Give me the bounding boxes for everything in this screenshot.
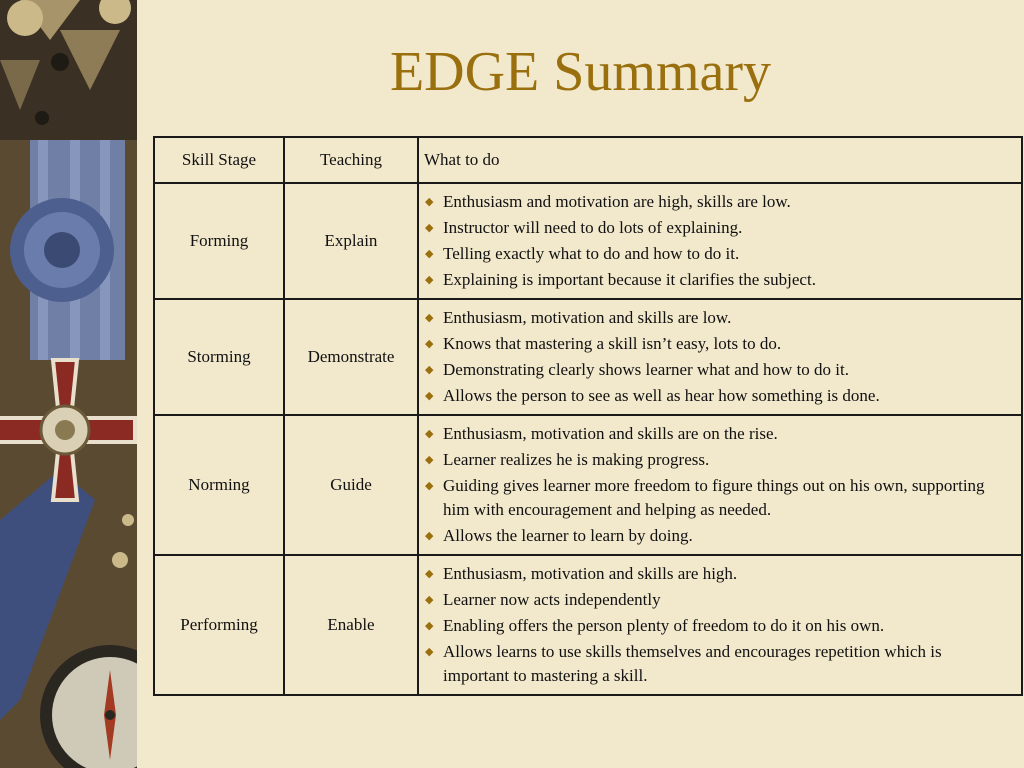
cell-skill-stage: Performing — [154, 555, 284, 695]
bullet-item — [425, 640, 1011, 688]
cell-teaching: Explain — [284, 183, 418, 299]
table-row — [154, 555, 1022, 695]
diamond-bullet-icon: ◆ — [425, 363, 434, 376]
bullet-text: Enthusiasm, motivation and skills are on the rise. — [443, 424, 778, 443]
bullet-text: Telling exactly what to do and how to do it. — [443, 244, 740, 263]
bullet-item — [425, 306, 1011, 330]
bullet-text: Knows that mastering a skill isn’t easy, lots to do. — [443, 334, 782, 353]
bullet-item — [425, 422, 1011, 446]
bullet-list — [419, 184, 1021, 298]
bullet-list — [419, 300, 1021, 414]
bullet-text: Enthusiasm, motivation and skills are low. — [443, 308, 732, 327]
bullet-item — [425, 524, 1011, 548]
bullet-text: Enabling offers the person plenty of freedom to do it on his own. — [443, 616, 885, 635]
cell-teaching: Demonstrate — [284, 299, 418, 415]
diamond-bullet-icon: ◆ — [425, 247, 434, 260]
bullet-text: Demonstrating clearly shows learner what and how to do it. — [443, 360, 850, 379]
edge-summary-table — [153, 136, 1023, 696]
bullet-text: Enthusiasm, motivation and skills are high. — [443, 564, 738, 583]
bullet-list — [419, 416, 1021, 554]
table-body — [154, 137, 1022, 695]
bullet-text: Allows learns to use skills themselves and encourages repetition which is important to mastering a skill. — [443, 642, 942, 685]
bullet-item — [425, 190, 1011, 214]
decorative-photo-strip — [0, 0, 137, 768]
header-what-to-do: What to do — [418, 137, 1022, 183]
bullet-text: Allows the learner to learn by doing. — [443, 526, 693, 545]
cell-what-to-do — [418, 555, 1022, 695]
table-row — [154, 299, 1022, 415]
bullet-item — [425, 588, 1011, 612]
cell-skill-stage: Norming — [154, 415, 284, 555]
diamond-bullet-icon: ◆ — [425, 619, 434, 632]
cell-what-to-do — [418, 299, 1022, 415]
bullet-text: Allows the person to see as well as hear how something is done. — [443, 386, 880, 405]
cell-teaching: Enable — [284, 555, 418, 695]
bullet-text: Learner now acts independently — [443, 590, 661, 609]
bullet-text: Explaining is important because it clarifies the subject. — [443, 270, 816, 289]
diamond-bullet-icon: ◆ — [425, 479, 434, 492]
bullet-text: Enthusiasm and motivation are high, skills are low. — [443, 192, 791, 211]
diamond-bullet-icon: ◆ — [425, 311, 434, 324]
bullet-item — [425, 474, 1011, 522]
bullet-item — [425, 268, 1011, 292]
diamond-bullet-icon: ◆ — [425, 337, 434, 350]
bullet-item — [425, 448, 1011, 472]
diamond-bullet-icon: ◆ — [425, 645, 434, 658]
medal-compass-image — [0, 0, 137, 768]
diamond-bullet-icon: ◆ — [425, 529, 434, 542]
bullet-list — [419, 556, 1021, 694]
table-row — [154, 183, 1022, 299]
bullet-item — [425, 358, 1011, 382]
bullet-item — [425, 384, 1011, 408]
diamond-bullet-icon: ◆ — [425, 389, 434, 402]
cell-skill-stage: Storming — [154, 299, 284, 415]
header-teaching: Teaching — [284, 137, 418, 183]
cell-teaching: Guide — [284, 415, 418, 555]
slide-title: EDGE Summary — [389, 41, 772, 103]
bullet-item — [425, 614, 1011, 638]
bullet-text: Instructor will need to do lots of explaining. — [443, 218, 743, 237]
table-header-row — [154, 137, 1022, 183]
bullet-item — [425, 216, 1011, 240]
bullet-item — [425, 242, 1011, 266]
bullet-text: Learner realizes he is making progress. — [443, 450, 710, 469]
table-row — [154, 415, 1022, 555]
bullet-text: Guiding gives learner more freedom to figure things out on his own, supporting him with encouragement and helping as needed. — [443, 476, 985, 519]
cell-what-to-do — [418, 183, 1022, 299]
bullet-item — [425, 562, 1011, 586]
header-skill-stage: Skill Stage — [154, 137, 284, 183]
diamond-bullet-icon: ◆ — [425, 273, 434, 286]
cell-skill-stage: Forming — [154, 183, 284, 299]
diamond-bullet-icon: ◆ — [425, 195, 434, 208]
diamond-bullet-icon: ◆ — [425, 427, 434, 440]
cell-what-to-do — [418, 415, 1022, 555]
diamond-bullet-icon: ◆ — [425, 593, 434, 606]
diamond-bullet-icon: ◆ — [425, 567, 434, 580]
diamond-bullet-icon: ◆ — [425, 453, 434, 466]
diamond-bullet-icon: ◆ — [425, 221, 434, 234]
bullet-item — [425, 332, 1011, 356]
